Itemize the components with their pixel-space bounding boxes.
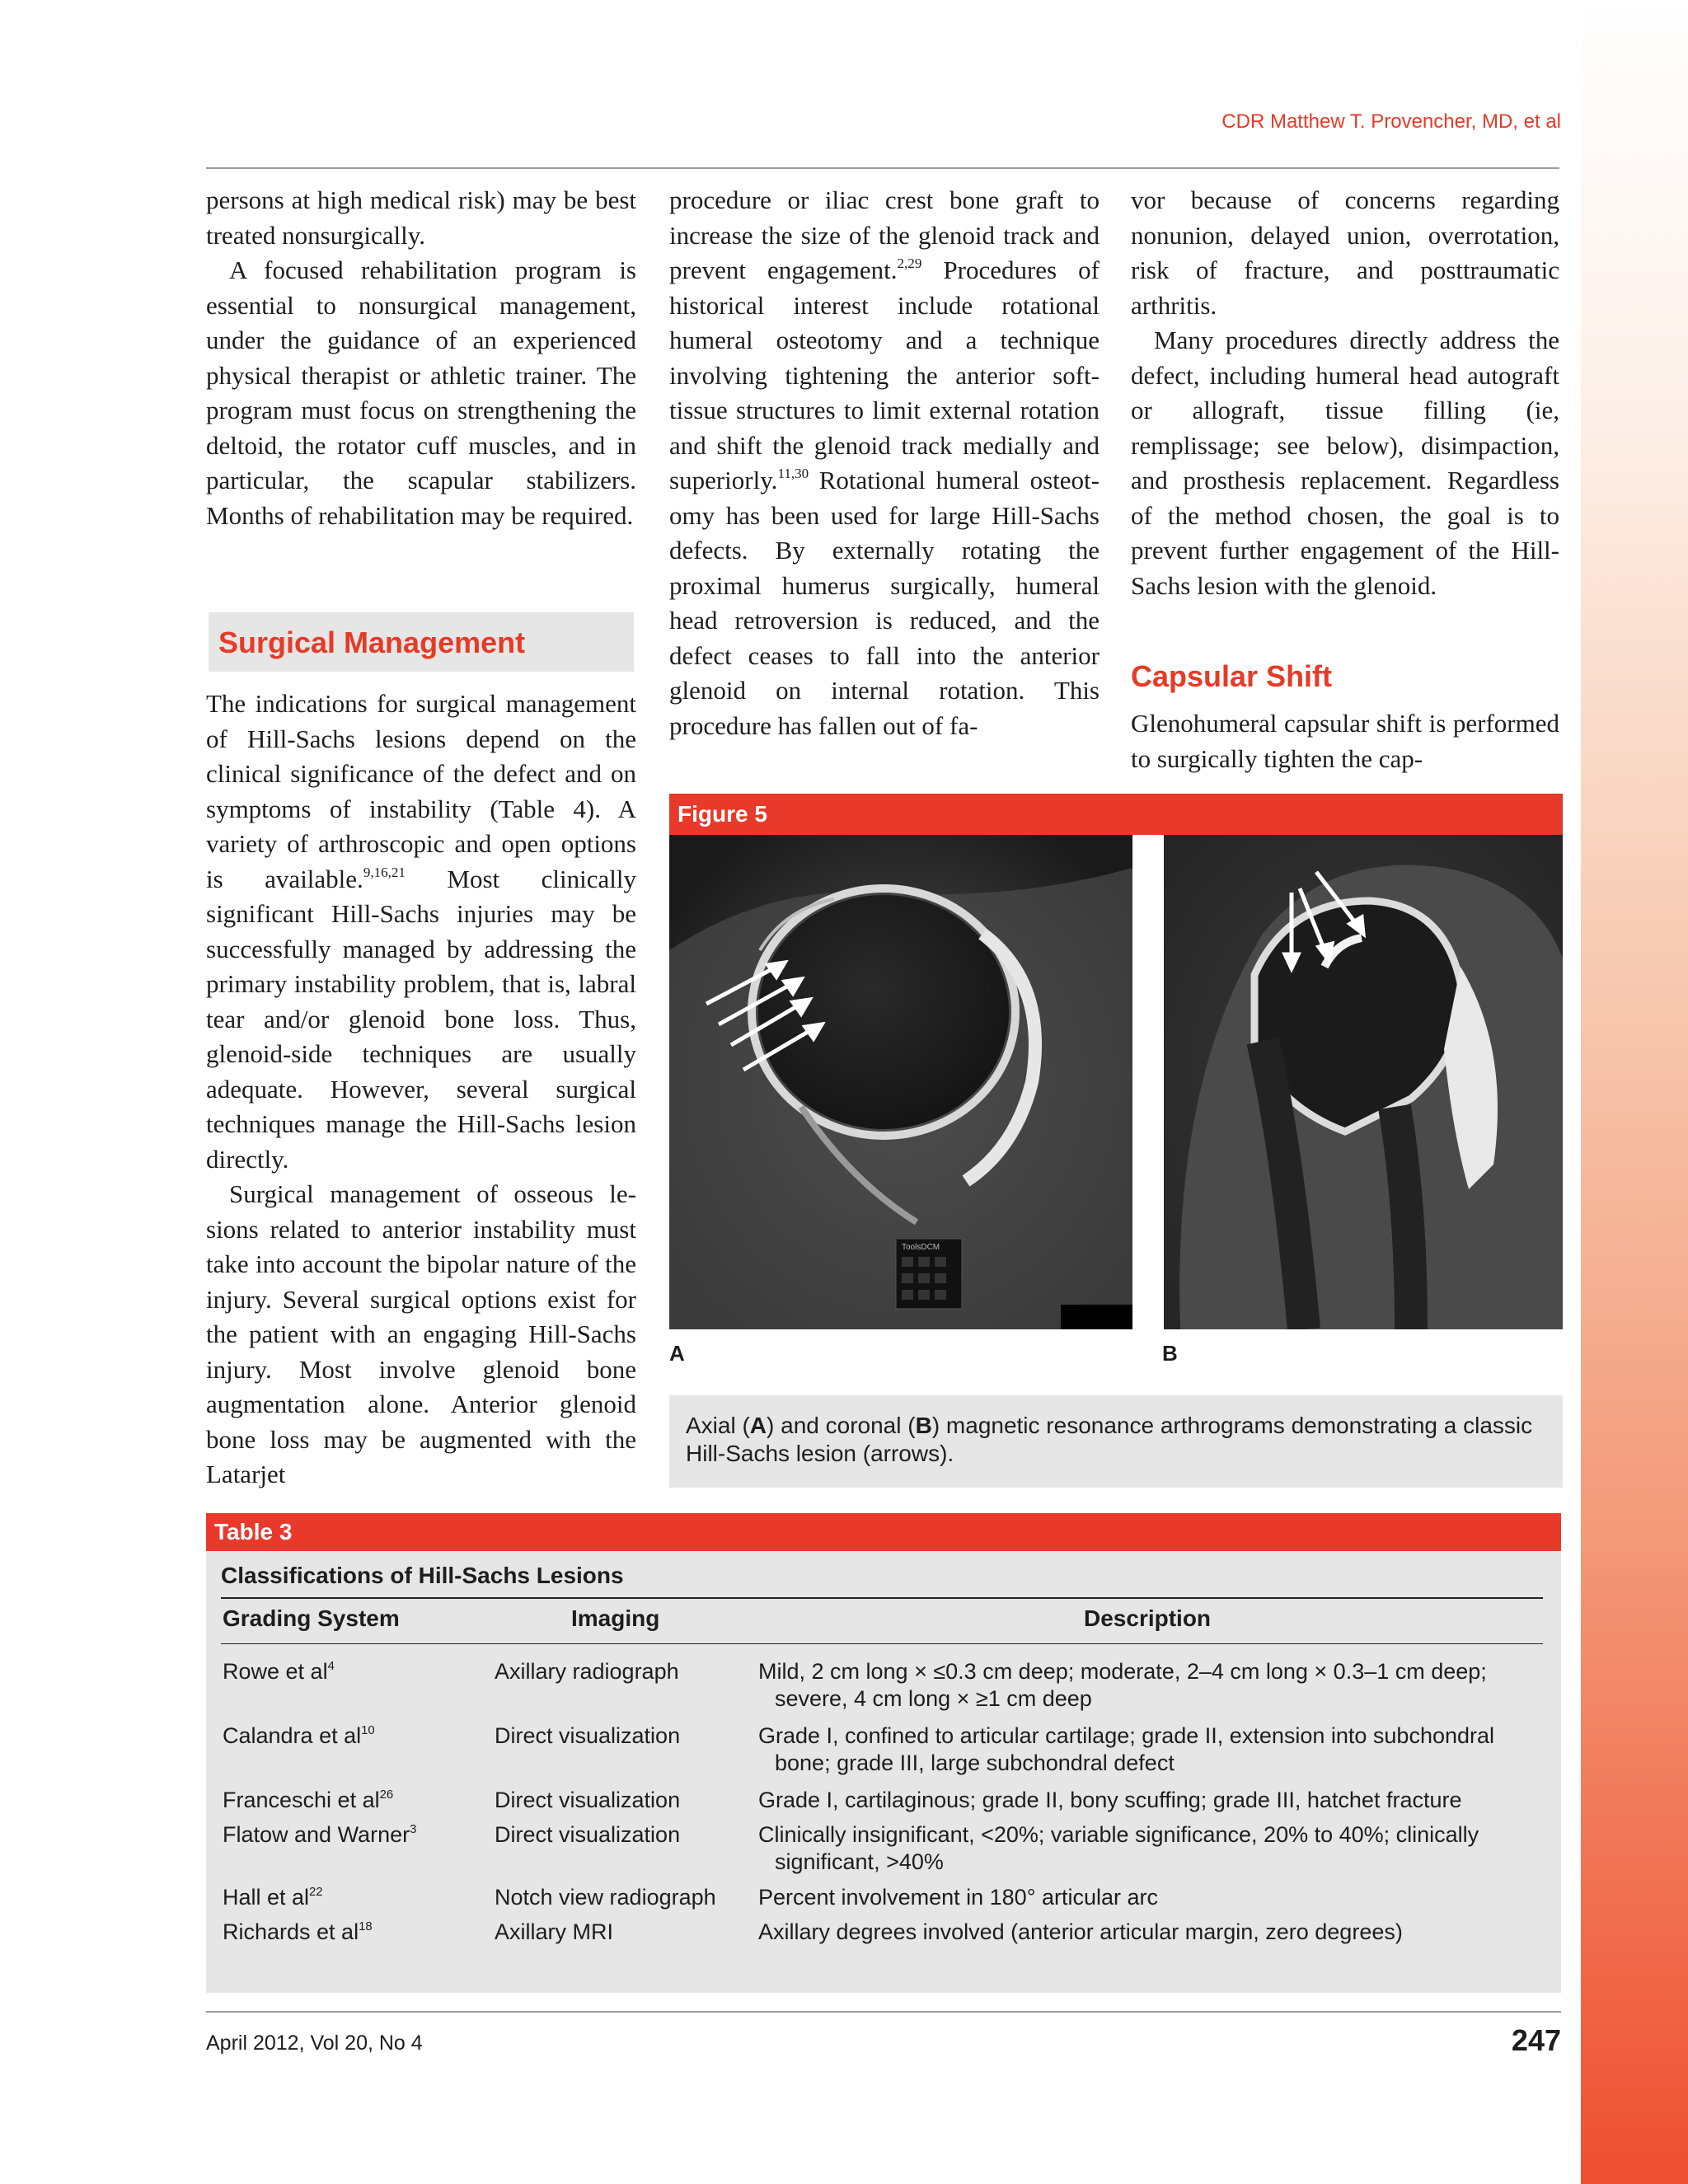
column-2 [669, 183, 1100, 743]
table-title: Classifications of Hill-Sachs Lesions [221, 1563, 624, 1588]
system-name: Richards et al [223, 1919, 359, 1944]
caption-run: ) magnetic resonance arthrograms demonstrating a classic Hill-Sachs lesion (arrows). [686, 1413, 1533, 1466]
text-run: Procedures of historical interest include rotational humeral osteotomy and a technique involving tightening the anterior soft-tissue structures to limit external rotation and shift the glenoid track medially and superiorly. [669, 255, 1100, 494]
desc-line: Grade I, cartilaginous; grade II, bony scuffing; grade III, hatchet fracture [758, 1788, 1462, 1812]
cell-system [223, 1884, 323, 1911]
mri-panel-a [669, 835, 1132, 1329]
header-rule [206, 167, 1559, 169]
column-header-description: Description [1084, 1605, 1212, 1631]
table-body [206, 1551, 1561, 1993]
column-header-imaging: Imaging [571, 1605, 660, 1631]
cell-description [758, 1821, 1533, 1876]
panel-label-b: B [1162, 1341, 1178, 1366]
journal-issue: April 2012, Vol 20, No 4 [206, 2032, 423, 2055]
citation: 2,29 [897, 255, 922, 272]
text-run: Rotational humeral osteotomy has been used for large Hill-Sachs defects. By externally rotating the proximal humerus surgically, humeral head retroversion is reduced, and the defect ceases to fall into the anterior glenoid on internal rotation. This procedure has fallen out of fa- [669, 466, 1100, 740]
cell-system [223, 1722, 375, 1750]
system-name: Flatow and Warner [223, 1822, 410, 1847]
citation: 18 [359, 1919, 373, 1933]
citation: 3 [410, 1822, 417, 1836]
cell-imaging: Axillary radiograph [495, 1659, 679, 1684]
paragraph [669, 183, 1100, 743]
panel-label-a: A [669, 1341, 685, 1366]
figure-caption-box [669, 1395, 1563, 1488]
column-3-bottom [1131, 706, 1559, 776]
desc-line: severe, 4 cm long × ≥1 cm deep [775, 1686, 1092, 1711]
cell-imaging: Direct visualization [495, 1788, 681, 1812]
figure-caption [686, 1412, 1543, 1468]
footer-rule [206, 2011, 1561, 2013]
running-head: CDR Matthew T. Provencher, MD, et al [1221, 110, 1561, 133]
figure-label: Figure 5 [678, 801, 767, 827]
section-title-capsular-shift: Capsular Shift [1131, 659, 1333, 693]
page-number: 247 [1511, 2023, 1561, 2057]
caption-bold-b: B [915, 1413, 932, 1438]
paragraph: A focused rehabilitation program is essential to nonsurgical management, under the guidance of an experienced physical therapist or athletic trainer. The program must focus on strengthening the deltoid, the rotator cuff muscles, and in particular, the scapular stabilizers. Months of rehabilitation may be required. [206, 255, 636, 530]
figure-label-bar [669, 794, 1563, 835]
cell-imaging: Axillary MRI [495, 1919, 614, 1944]
desc-line: Clinically insignificant, <20%; variable significance, 20% to 40%; clinically [758, 1822, 1479, 1847]
paragraph: Glenohumeral capsular shift is performed to surgically tighten the cap- [1131, 709, 1559, 773]
citation: 9,16,21 [363, 864, 406, 880]
system-name: Hall et al [223, 1885, 310, 1910]
text-run: The indications for surgical management of Hill-Sachs lesions depend on the clinical significance of the defect and on symptoms of instability (Table 4). A variety of arthroscopic and open options is available. [206, 689, 636, 893]
system-name: Calandra et al [223, 1723, 362, 1748]
cell-description [758, 1919, 1533, 1946]
cell-system [223, 1658, 335, 1685]
section-title-surgical-management: Surgical Management [218, 626, 526, 659]
citation: 26 [379, 1788, 394, 1802]
desc-line: Percent involvement in 180° articular arc [758, 1885, 1159, 1910]
desc-line: significant, >40% [775, 1849, 944, 1874]
desc-line: Grade I, confined to articular cartilage; grade II, extension into subchondral [758, 1723, 1495, 1748]
table-label: Table 3 [214, 1519, 293, 1544]
cell-description [758, 1884, 1533, 1911]
caption-bold-a: A [749, 1413, 767, 1438]
toolbar-label: ToolsDCM [902, 1243, 940, 1252]
mri-axial-image [669, 835, 1132, 1329]
caption-run: ) and coronal ( [767, 1413, 916, 1438]
cell-system [223, 1787, 393, 1814]
citation: 4 [327, 1659, 335, 1673]
table-rule-top [221, 1597, 1543, 1599]
table-rule-header [221, 1643, 1543, 1644]
cell-imaging: Notch view radiograph [495, 1885, 716, 1910]
cell-imaging: Direct visualization [495, 1822, 681, 1847]
paragraph: Many procedures directly address the defect, including humeral head autograft or allograft, tissue filling (ie, remplissage; see below), disimpaction, and prosthesis replacement. Regardless of the method chosen, the goal is to prevent further engagement of the Hill-Sachs lesion with the glenoid. [1131, 326, 1559, 600]
column-header-grading-system: Grading System [223, 1605, 400, 1631]
section-heading-box [209, 612, 634, 672]
mri-panel-b [1164, 835, 1563, 1329]
desc-line: Axillary degrees involved (anterior articular margin, zero degrees) [758, 1919, 1403, 1944]
caption-run: Axial ( [686, 1413, 750, 1438]
system-name: Franceschi et al [223, 1788, 380, 1812]
column-3-top [1131, 183, 1559, 603]
system-name: Rowe et al [223, 1659, 328, 1684]
cell-imaging: Direct visualization [495, 1723, 681, 1748]
cell-description [758, 1658, 1533, 1713]
paragraph: vor because of concerns regarding nonunion, delayed union, overrotation, risk of fracture, and posttraumatic arthritis. [1131, 185, 1559, 320]
mri-coronal-image [1164, 835, 1563, 1329]
cell-description [758, 1787, 1533, 1814]
paragraph [206, 687, 636, 1177]
cell-system [223, 1919, 373, 1946]
column-1-top [206, 183, 636, 533]
citation: 11,30 [777, 466, 809, 482]
column-1-bottom [206, 687, 636, 1493]
desc-line: bone; grade III, large subchondral defect [775, 1750, 1175, 1775]
citation: 10 [361, 1723, 375, 1737]
desc-line: Mild, 2 cm long × ≤0.3 cm deep; moderate, 2–4 cm long × 0.3–1 cm deep; [758, 1659, 1487, 1684]
cell-description [758, 1722, 1533, 1777]
citation: 22 [309, 1885, 323, 1899]
decorative-edge-band [1581, 0, 1688, 2184]
paragraph: persons at high medical risk) may be best treated nonsurgically. [206, 185, 636, 250]
text-run: procedure or iliac crest bone graft to increase the size of the glenoid track and prevent engagement. [669, 185, 1100, 284]
paragraph: Surgical management of osseous lesions related to anterior instability must take into account the bipolar nature of the injury. Several surgical options exist for the patient with an engaging Hill-Sachs injury. Most involve glenoid bone augmentation alone. Anterior glenoid bone loss may be augmented with the Latarjet [206, 1179, 636, 1488]
cell-system [223, 1821, 416, 1849]
text-run: Most clinically significant Hill-Sachs injuries may be successfully managed by addressing the primary instability problem, that is, labral tear and/or glenoid bone loss. Thus, glenoid-side techniques are usually adequate. However, several surgical techniques manage the Hill-Sachs lesion directly. [206, 864, 636, 1174]
viewer-toolbar [896, 1239, 962, 1309]
table-label-bar [206, 1513, 1561, 1551]
